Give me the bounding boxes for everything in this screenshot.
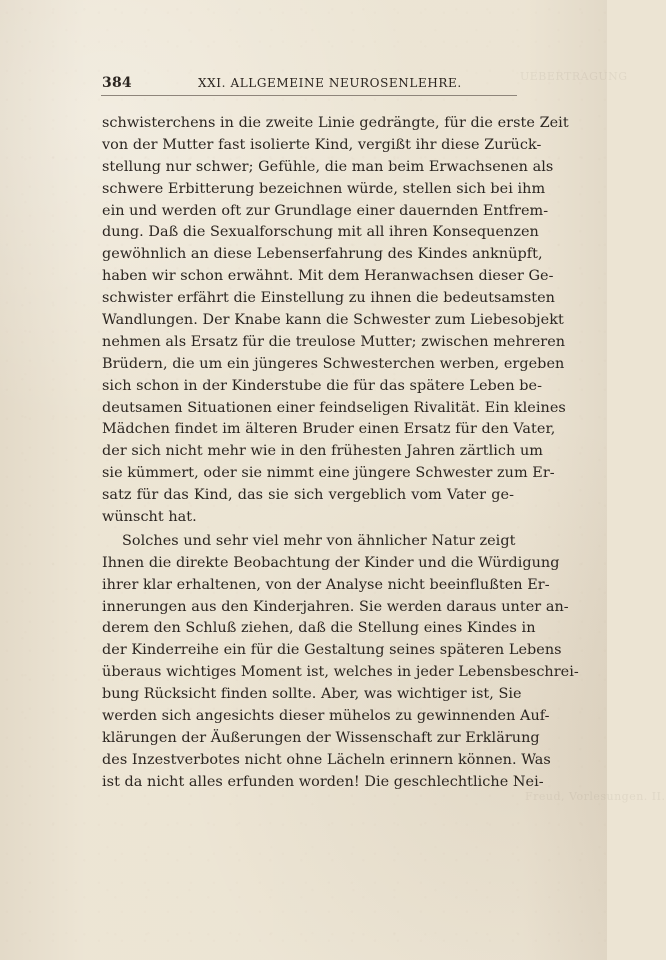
text-line: bung Rücksicht finden sollte. Aber, was wichtiger ist, Sie: [102, 686, 522, 703]
text-line: Mädchen findet im älteren Bruder einen Ersatz für den Vater,: [102, 421, 556, 438]
page-header: [101, 75, 517, 96]
text-line: des Inzestverbotes nicht ohne Lächeln erinnern können. Was: [102, 751, 551, 768]
text-line: satz für das Kind, das sie sich vergeblich vom Vater ge-: [102, 487, 514, 504]
text-line: haben wir schon erwähnt. Mit dem Heranwachsen dieser Ge-: [102, 268, 554, 285]
text-line: von der Mutter fast isolierte Kind, vergißt ihr diese Zurück-: [102, 136, 542, 153]
body-text: [102, 113, 579, 794]
bleed-through-text: UEBERTRAGUNG: [520, 70, 628, 83]
text-line: Ihnen die direkte Beobachtung der Kinder und die Würdigung: [102, 554, 560, 571]
text-line: Solches und sehr viel mehr von ähnlicher Natur zeigt: [122, 532, 516, 549]
bleed-through-footer: Freud, Vorlesungen. II.: [525, 790, 666, 803]
text-line: Wandlungen. Der Knabe kann die Schwester zum Liebesobjekt: [102, 312, 564, 329]
text-line: schwister erfährt die Einstellung zu ihnen die bedeutsamsten: [102, 290, 555, 307]
text-line: innerungen aus den Kinderjahren. Sie werden daraus unter an-: [102, 598, 569, 615]
text-line: klärungen der Äußerungen der Wissenschaft zur Erklärung: [102, 729, 540, 746]
text-line: ihrer klar erhaltenen, von der Analyse nicht beeinflußten Er-: [102, 576, 550, 593]
text-line: sie kümmert, oder sie nimmt eine jüngere Schwester zum Er-: [102, 465, 555, 482]
text-line: nehmen als Ersatz für die treulose Mutter; zwischen mehreren: [102, 333, 566, 350]
text-line: ein und werden oft zur Grundlage einer dauernden Entfrem-: [102, 202, 549, 219]
text-line: derem den Schluß ziehen, daß die Stellung eines Kindes in: [102, 620, 536, 637]
text-line: werden sich angesichts dieser mühelos zu gewinnenden Auf-: [102, 708, 550, 725]
page-number: 384: [102, 75, 132, 91]
text-line: der sich nicht mehr wie in den frühesten Jahren zärtlich um: [102, 443, 543, 460]
text-line: deutsamen Situationen einer feindseligen Rivalität. Ein kleines: [102, 399, 566, 416]
text-line: gewöhnlich an diese Lebenserfahrung des Kindes anknüpft,: [102, 246, 543, 263]
text-line: stellung nur schwer; Gefühle, die man beim Erwachsenen als: [102, 158, 554, 175]
text-line: schwere Erbitterung bezeichnen würde, stellen sich bei ihm: [102, 180, 546, 197]
text-line: der Kinderreihe ein für die Gestaltung seines späteren Lebens: [102, 642, 562, 659]
text-line: sich schon in der Kinderstube die für das spätere Leben be-: [102, 377, 543, 394]
running-title: XXI. ALLGEMEINE NEUROSENLEHRE.: [198, 76, 462, 90]
text-line: Brüdern, die um ein jüngeres Schwesterchen werben, ergeben: [102, 355, 565, 372]
text-line: überaus wichtiges Moment ist, welches in jeder Lebensbeschrei-: [102, 664, 579, 681]
text-line: dung. Daß die Sexualforschung mit all ihren Konsequenzen: [102, 224, 539, 241]
text-line: wünscht hat.: [102, 509, 197, 526]
text-line: ist da nicht alles erfunden worden! Die geschlechtliche Nei-: [102, 773, 544, 790]
text-line: schwisterchens in die zweite Linie gedrängte, für die erste Zeit: [102, 115, 569, 131]
